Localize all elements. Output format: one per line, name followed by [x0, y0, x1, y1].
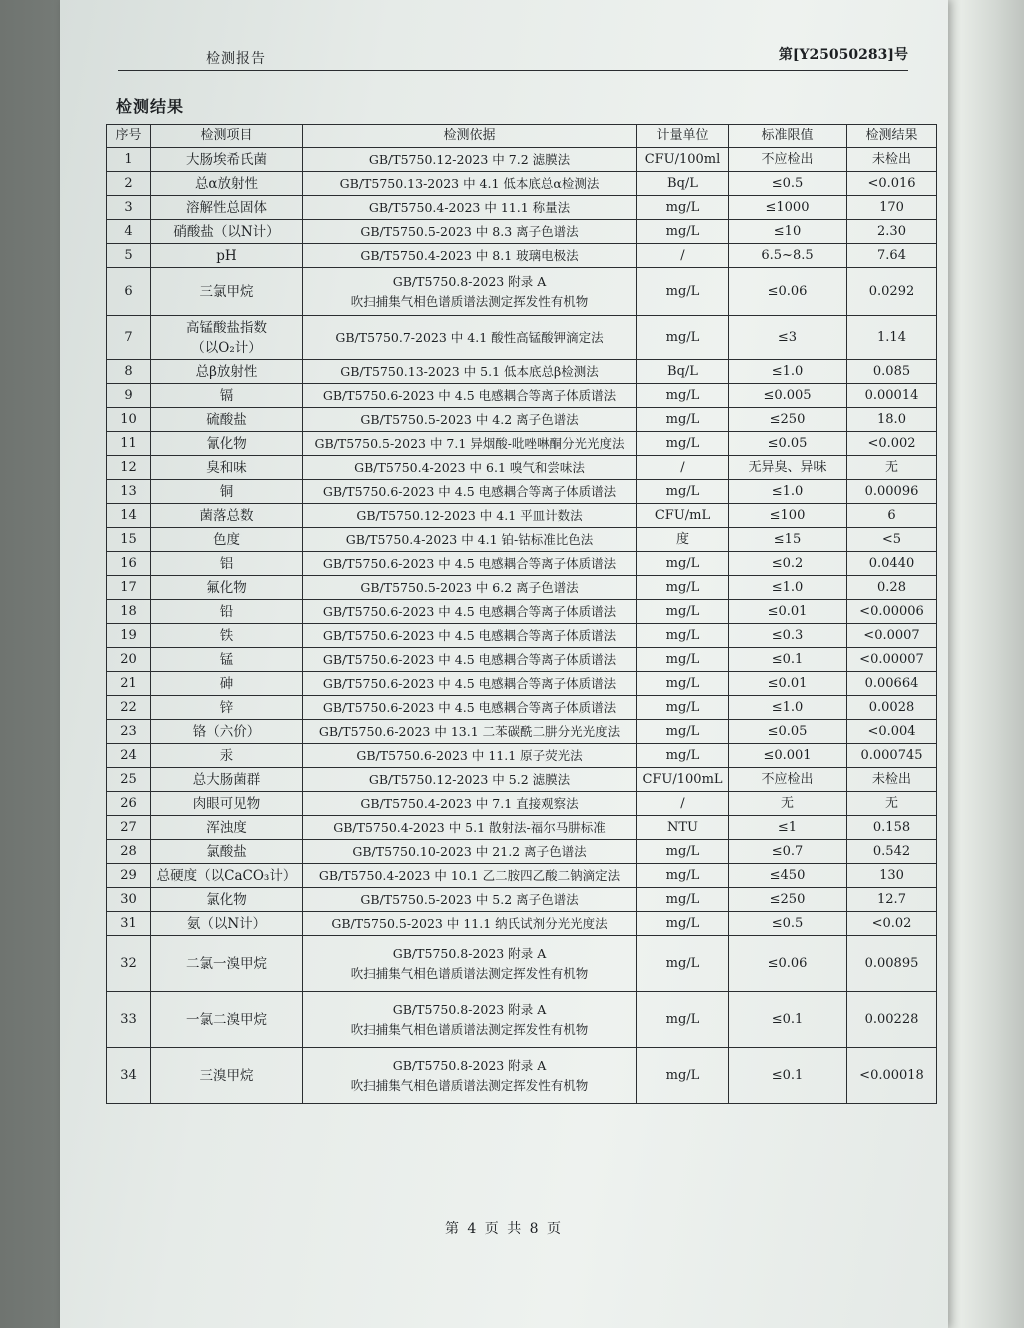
cell-item: 大肠埃希氏菌 — [151, 148, 303, 172]
cell-no: 3 — [107, 196, 151, 220]
cell-unit: mg/L — [637, 600, 729, 624]
cell-unit: mg/L — [637, 912, 729, 936]
cell-no: 11 — [107, 432, 151, 456]
cell-unit: mg/L — [637, 384, 729, 408]
cell-limit: ≤10 — [729, 220, 847, 244]
cell-basis: GB/T5750.4-2023 中 10.1 乙二胺四乙酸二钠滴定法 — [303, 864, 637, 888]
cell-result: 0.00228 — [847, 992, 937, 1048]
cell-no: 14 — [107, 504, 151, 528]
cell-basis: GB/T5750.6-2023 中 11.1 原子荧光法 — [303, 744, 637, 768]
cell-item: 砷 — [151, 672, 303, 696]
cell-unit: NTU — [637, 816, 729, 840]
section-title: 检测结果 — [116, 97, 185, 116]
cell-result: 0.158 — [847, 816, 937, 840]
cell-limit: ≤0.001 — [729, 744, 847, 768]
cell-unit: mg/L — [637, 864, 729, 888]
table-row — [107, 768, 937, 792]
cell-limit: ≤1.0 — [729, 360, 847, 384]
report-title: 检测报告 — [206, 51, 266, 67]
table-header-row — [107, 125, 937, 148]
cell-no: 21 — [107, 672, 151, 696]
cell-item: 硝酸盐（以N计） — [151, 220, 303, 244]
page-header — [118, 44, 908, 71]
cell-basis: GB/T5750.4-2023 中 5.1 散射法-福尔马肼标准 — [303, 816, 637, 840]
cell-unit: mg/L — [637, 720, 729, 744]
cell-unit: mg/L — [637, 744, 729, 768]
cell-basis: GB/T5750.6-2023 中 4.5 电感耦合等离子体质谱法 — [303, 384, 637, 408]
cell-unit: / — [637, 792, 729, 816]
table-row — [107, 172, 937, 196]
cell-result: 2.30 — [847, 220, 937, 244]
cell-unit: mg/L — [637, 888, 729, 912]
cell-result: 0.0028 — [847, 696, 937, 720]
cell-unit: mg/L — [637, 992, 729, 1048]
cell-result: 0.00096 — [847, 480, 937, 504]
cell-result: <0.016 — [847, 172, 937, 196]
cell-item: 锌 — [151, 696, 303, 720]
table-row — [107, 196, 937, 220]
cell-unit: CFU/100ml — [637, 148, 729, 172]
cell-basis: GB/T5750.6-2023 中 4.5 电感耦合等离子体质谱法 — [303, 624, 637, 648]
table-row — [107, 720, 937, 744]
cell-limit: ≤0.5 — [729, 172, 847, 196]
cell-basis: GB/T5750.8-2023 附录 A 吹扫捕集气相色谱质谱法测定挥发性有机物 — [303, 268, 637, 316]
table-row — [107, 792, 937, 816]
cell-basis: GB/T5750.5-2023 中 11.1 纳氏试剂分光光度法 — [303, 912, 637, 936]
cell-item: 氯化物 — [151, 888, 303, 912]
cell-result: 170 — [847, 196, 937, 220]
table-row — [107, 576, 937, 600]
cell-unit: / — [637, 456, 729, 480]
cell-basis: GB/T5750.12-2023 中 5.2 滤膜法 — [303, 768, 637, 792]
cell-no: 13 — [107, 480, 151, 504]
cell-basis: GB/T5750.6-2023 中 4.5 电感耦合等离子体质谱法 — [303, 552, 637, 576]
cell-basis: GB/T5750.12-2023 中 7.2 滤膜法 — [303, 148, 637, 172]
table-row — [107, 148, 937, 172]
cell-limit: ≤250 — [729, 408, 847, 432]
cell-no: 1 — [107, 148, 151, 172]
cell-item: 氯酸盐 — [151, 840, 303, 864]
table-row — [107, 672, 937, 696]
cell-item: 铅 — [151, 600, 303, 624]
cell-limit: ≤0.5 — [729, 912, 847, 936]
cell-result: <0.002 — [847, 432, 937, 456]
cell-basis: GB/T5750.5-2023 中 5.2 离子色谱法 — [303, 888, 637, 912]
table-row — [107, 528, 937, 552]
cell-item: 一氯二溴甲烷 — [151, 992, 303, 1048]
table-row — [107, 408, 937, 432]
cell-basis: GB/T5750.8-2023 附录 A 吹扫捕集气相色谱质谱法测定挥发性有机物 — [303, 936, 637, 992]
cell-no: 28 — [107, 840, 151, 864]
cell-no: 24 — [107, 744, 151, 768]
cell-unit: mg/L — [637, 480, 729, 504]
cell-result: 1.14 — [847, 316, 937, 360]
cell-basis: GB/T5750.13-2023 中 4.1 低本底总α检测法 — [303, 172, 637, 196]
col-header-result: 检测结果 — [847, 125, 937, 148]
page-footer: 第 4 页 共 8 页 — [444, 1221, 564, 1237]
col-header-basis: 检测依据 — [303, 125, 637, 148]
cell-limit: 不应检出 — [729, 148, 847, 172]
cell-item: 汞 — [151, 744, 303, 768]
cell-basis: GB/T5750.4-2023 中 4.1 铂-钴标准比色法 — [303, 528, 637, 552]
cell-result: 0.00664 — [847, 672, 937, 696]
table-row — [107, 648, 937, 672]
cell-unit: mg/L — [637, 196, 729, 220]
cell-no: 33 — [107, 992, 151, 1048]
cell-no: 17 — [107, 576, 151, 600]
cell-no: 5 — [107, 244, 151, 268]
cell-result: <5 — [847, 528, 937, 552]
cell-limit: ≤0.01 — [729, 600, 847, 624]
table-row — [107, 936, 937, 992]
table-row — [107, 624, 937, 648]
cell-result: 无 — [847, 792, 937, 816]
cell-no: 31 — [107, 912, 151, 936]
cell-item: 溶解性总固体 — [151, 196, 303, 220]
cell-limit: ≤1000 — [729, 196, 847, 220]
cell-limit: ≤0.05 — [729, 432, 847, 456]
cell-limit: ≤450 — [729, 864, 847, 888]
cell-limit: ≤1.0 — [729, 696, 847, 720]
cell-no: 8 — [107, 360, 151, 384]
cell-no: 7 — [107, 316, 151, 360]
cell-unit: mg/L — [637, 648, 729, 672]
cell-unit: CFU/mL — [637, 504, 729, 528]
cell-limit: ≤0.06 — [729, 936, 847, 992]
cell-no: 16 — [107, 552, 151, 576]
cell-basis: GB/T5750.6-2023 中 13.1 二苯碳酰二肼分光光度法 — [303, 720, 637, 744]
cell-result: 0.542 — [847, 840, 937, 864]
cell-unit: mg/L — [637, 696, 729, 720]
cell-unit: mg/L — [637, 552, 729, 576]
cell-unit: mg/L — [637, 220, 729, 244]
cell-basis: GB/T5750.6-2023 中 4.5 电感耦合等离子体质谱法 — [303, 480, 637, 504]
cell-item: 二氯一溴甲烷 — [151, 936, 303, 992]
cell-unit: mg/L — [637, 624, 729, 648]
cell-unit: mg/L — [637, 576, 729, 600]
report-page — [60, 0, 948, 1328]
col-header-unit: 计量单位 — [637, 125, 729, 148]
table-row — [107, 888, 937, 912]
cell-item: 氰化物 — [151, 432, 303, 456]
results-table — [106, 124, 937, 1104]
cell-no: 12 — [107, 456, 151, 480]
cell-basis: GB/T5750.4-2023 中 11.1 称量法 — [303, 196, 637, 220]
cell-item: 菌落总数 — [151, 504, 303, 528]
cell-basis: GB/T5750.13-2023 中 5.1 低本底总β检测法 — [303, 360, 637, 384]
cell-limit: ≤0.06 — [729, 268, 847, 316]
report-number: 第[Y25050283]号 — [778, 47, 908, 63]
cell-item: 总大肠菌群 — [151, 768, 303, 792]
cell-no: 34 — [107, 1048, 151, 1104]
cell-limit: ≤0.1 — [729, 648, 847, 672]
table-row — [107, 220, 937, 244]
cell-limit: ≤3 — [729, 316, 847, 360]
cell-limit: ≤0.2 — [729, 552, 847, 576]
cell-result: <0.00007 — [847, 648, 937, 672]
cell-no: 27 — [107, 816, 151, 840]
cell-item: 高锰酸盐指数 （以O₂计） — [151, 316, 303, 360]
cell-item: 铝 — [151, 552, 303, 576]
cell-unit: mg/L — [637, 840, 729, 864]
cell-result: 未检出 — [847, 148, 937, 172]
cell-limit: ≤0.3 — [729, 624, 847, 648]
cell-no: 20 — [107, 648, 151, 672]
cell-no: 9 — [107, 384, 151, 408]
cell-basis: GB/T5750.5-2023 中 8.3 离子色谱法 — [303, 220, 637, 244]
cell-item: 硫酸盐 — [151, 408, 303, 432]
cell-limit: 无 — [729, 792, 847, 816]
cell-no: 25 — [107, 768, 151, 792]
table-row — [107, 432, 937, 456]
cell-result: 0.28 — [847, 576, 937, 600]
table-row — [107, 840, 937, 864]
cell-basis: GB/T5750.6-2023 中 4.5 电感耦合等离子体质谱法 — [303, 648, 637, 672]
cell-no: 2 — [107, 172, 151, 196]
cell-unit: mg/L — [637, 936, 729, 992]
col-header-limit: 标准限值 — [729, 125, 847, 148]
cell-basis: GB/T5750.10-2023 中 21.2 离子色谱法 — [303, 840, 637, 864]
cell-no: 6 — [107, 268, 151, 316]
cell-basis: GB/T5750.7-2023 中 4.1 酸性高锰酸钾滴定法 — [303, 316, 637, 360]
cell-result: 6 — [847, 504, 937, 528]
cell-limit: 无异臭、异味 — [729, 456, 847, 480]
table-row — [107, 600, 937, 624]
cell-result: 0.00014 — [847, 384, 937, 408]
cell-item: pH — [151, 244, 303, 268]
cell-limit: ≤100 — [729, 504, 847, 528]
table-row — [107, 360, 937, 384]
cell-result: 无 — [847, 456, 937, 480]
col-header-no: 序号 — [107, 125, 151, 148]
cell-no: 4 — [107, 220, 151, 244]
cell-result: 0.085 — [847, 360, 937, 384]
cell-item: 镉 — [151, 384, 303, 408]
cell-item: 三溴甲烷 — [151, 1048, 303, 1104]
cell-unit: mg/L — [637, 432, 729, 456]
cell-no: 10 — [107, 408, 151, 432]
cell-limit: ≤0.1 — [729, 992, 847, 1048]
cell-unit: Bq/L — [637, 172, 729, 196]
table-row — [107, 268, 937, 316]
cell-no: 18 — [107, 600, 151, 624]
cell-basis: GB/T5750.5-2023 中 4.2 离子色谱法 — [303, 408, 637, 432]
cell-result: 未检出 — [847, 768, 937, 792]
cell-result: 12.7 — [847, 888, 937, 912]
cell-result: 7.64 — [847, 244, 937, 268]
cell-item: 氨（以N计） — [151, 912, 303, 936]
cell-item: 肉眼可见物 — [151, 792, 303, 816]
table-row — [107, 696, 937, 720]
cell-result: 18.0 — [847, 408, 937, 432]
cell-limit: ≤0.005 — [729, 384, 847, 408]
table-row — [107, 912, 937, 936]
cell-item: 总硬度（以CaCO₃计） — [151, 864, 303, 888]
cell-basis: GB/T5750.6-2023 中 4.5 电感耦合等离子体质谱法 — [303, 600, 637, 624]
cell-basis: GB/T5750.5-2023 中 7.1 异烟酸-吡唑啉酮分光光度法 — [303, 432, 637, 456]
cell-item: 臭和味 — [151, 456, 303, 480]
table-row — [107, 456, 937, 480]
cell-item: 浑浊度 — [151, 816, 303, 840]
cell-basis: GB/T5750.6-2023 中 4.5 电感耦合等离子体质谱法 — [303, 672, 637, 696]
cell-basis: GB/T5750.8-2023 附录 A 吹扫捕集气相色谱质谱法测定挥发性有机物 — [303, 1048, 637, 1104]
cell-basis: GB/T5750.6-2023 中 4.5 电感耦合等离子体质谱法 — [303, 696, 637, 720]
cell-basis: GB/T5750.8-2023 附录 A 吹扫捕集气相色谱质谱法测定挥发性有机物 — [303, 992, 637, 1048]
cell-result: <0.00006 — [847, 600, 937, 624]
cell-result: 130 — [847, 864, 937, 888]
cell-unit: CFU/100mL — [637, 768, 729, 792]
table-row — [107, 1048, 937, 1104]
cell-item: 总α放射性 — [151, 172, 303, 196]
cell-result: 0.00895 — [847, 936, 937, 992]
cell-item: 锰 — [151, 648, 303, 672]
cell-unit: / — [637, 244, 729, 268]
cell-basis: GB/T5750.4-2023 中 6.1 嗅气和尝味法 — [303, 456, 637, 480]
cell-basis: GB/T5750.5-2023 中 6.2 离子色谱法 — [303, 576, 637, 600]
cell-limit: 6.5~8.5 — [729, 244, 847, 268]
table-row — [107, 384, 937, 408]
cell-result: <0.0007 — [847, 624, 937, 648]
table-row — [107, 552, 937, 576]
cell-item: 氟化物 — [151, 576, 303, 600]
cell-result: 0.0292 — [847, 268, 937, 316]
cell-no: 29 — [107, 864, 151, 888]
cell-limit: 不应检出 — [729, 768, 847, 792]
cell-result: <0.00018 — [847, 1048, 937, 1104]
cell-no: 32 — [107, 936, 151, 992]
cell-limit: ≤0.05 — [729, 720, 847, 744]
cell-item: 三氯甲烷 — [151, 268, 303, 316]
cell-result: 0.000745 — [847, 744, 937, 768]
cell-unit: mg/L — [637, 672, 729, 696]
cell-unit: mg/L — [637, 408, 729, 432]
cell-unit: 度 — [637, 528, 729, 552]
cell-basis: GB/T5750.4-2023 中 7.1 直接观察法 — [303, 792, 637, 816]
cell-item: 铬（六价） — [151, 720, 303, 744]
table-row — [107, 480, 937, 504]
cell-limit: ≤1 — [729, 816, 847, 840]
cell-limit: ≤1.0 — [729, 480, 847, 504]
col-header-item: 检测项目 — [151, 125, 303, 148]
table-row — [107, 504, 937, 528]
cell-unit: mg/L — [637, 1048, 729, 1104]
cell-result: 0.0440 — [847, 552, 937, 576]
cell-unit: mg/L — [637, 268, 729, 316]
table-row — [107, 992, 937, 1048]
cell-basis: GB/T5750.12-2023 中 4.1 平皿计数法 — [303, 504, 637, 528]
table-row — [107, 816, 937, 840]
cell-item: 总β放射性 — [151, 360, 303, 384]
table-row — [107, 316, 937, 360]
table-row — [107, 864, 937, 888]
cell-no: 22 — [107, 696, 151, 720]
cell-no: 23 — [107, 720, 151, 744]
cell-no: 15 — [107, 528, 151, 552]
cell-basis: GB/T5750.4-2023 中 8.1 玻璃电极法 — [303, 244, 637, 268]
cell-limit: ≤15 — [729, 528, 847, 552]
cell-limit: ≤250 — [729, 888, 847, 912]
cell-no: 19 — [107, 624, 151, 648]
cell-limit: ≤1.0 — [729, 576, 847, 600]
cell-limit: ≤0.1 — [729, 1048, 847, 1104]
cell-limit: ≤0.01 — [729, 672, 847, 696]
cell-result: <0.004 — [847, 720, 937, 744]
cell-no: 26 — [107, 792, 151, 816]
cell-item: 铜 — [151, 480, 303, 504]
cell-unit: Bq/L — [637, 360, 729, 384]
cell-limit: ≤0.7 — [729, 840, 847, 864]
table-row — [107, 744, 937, 768]
cell-item: 色度 — [151, 528, 303, 552]
cell-item: 铁 — [151, 624, 303, 648]
cell-result: <0.02 — [847, 912, 937, 936]
cell-unit: mg/L — [637, 316, 729, 360]
table-row — [107, 244, 937, 268]
cell-no: 30 — [107, 888, 151, 912]
